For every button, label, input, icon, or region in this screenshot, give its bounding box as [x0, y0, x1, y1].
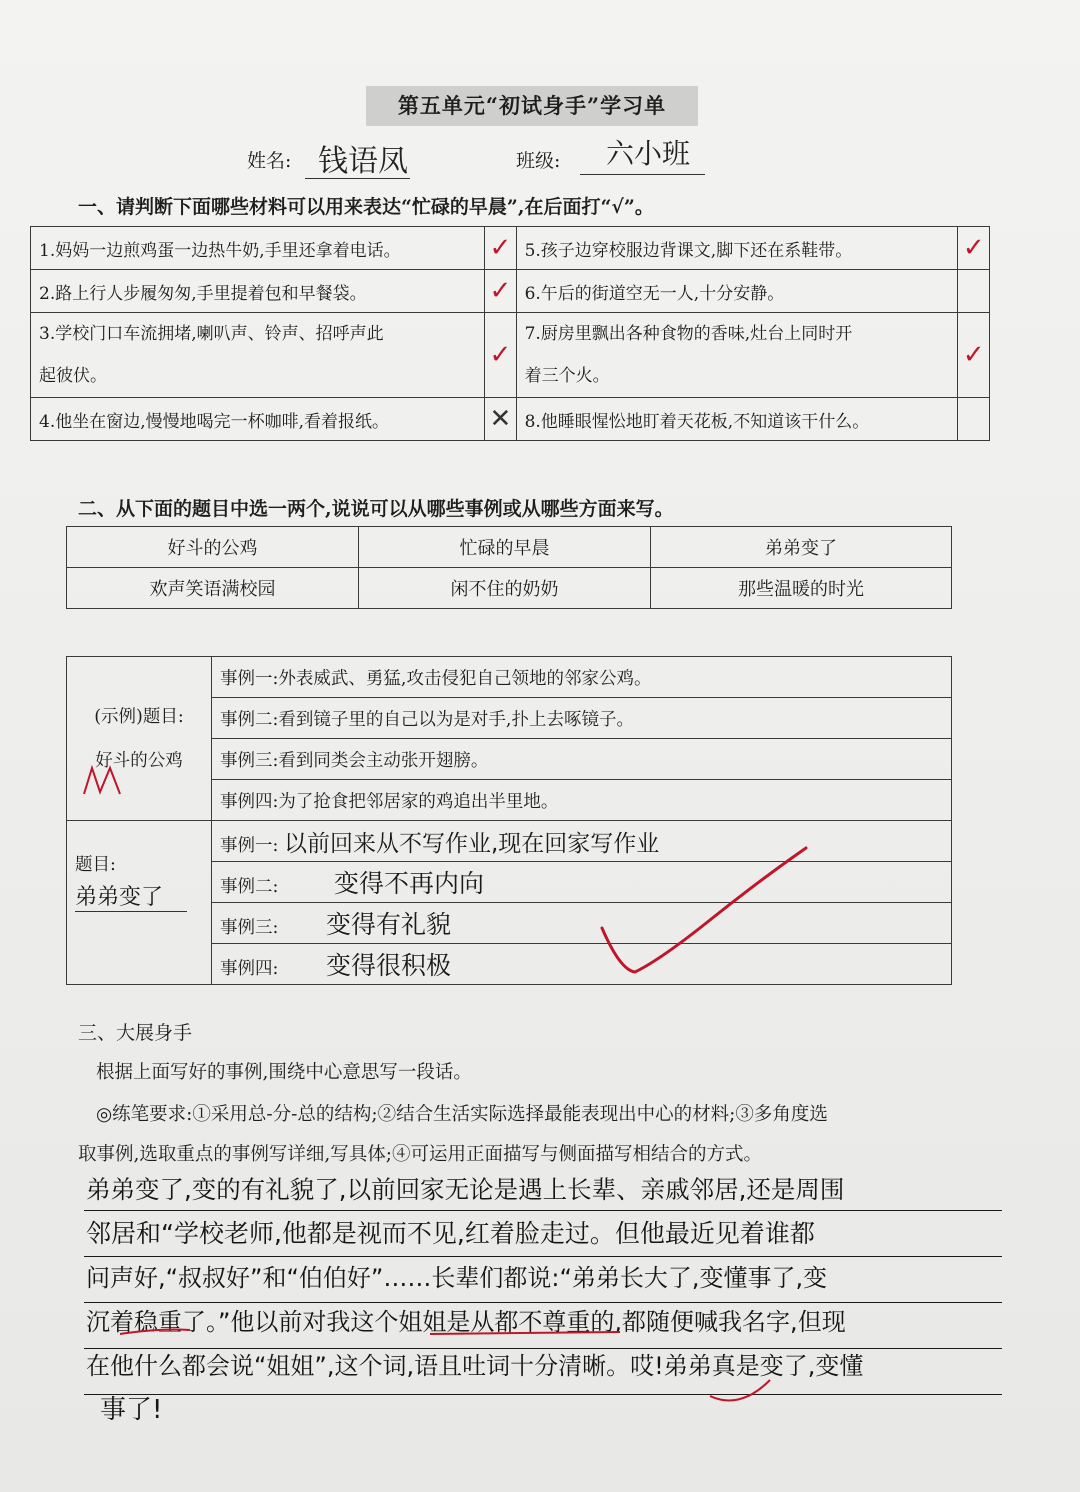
own-row-label: 事例三: — [220, 918, 279, 938]
check-mark-2: ✓ — [485, 270, 516, 313]
own-row — [212, 944, 952, 985]
item-3 — [31, 313, 485, 398]
own-row-label: 事例四: — [220, 959, 279, 979]
essay-line: 事了! — [100, 1395, 163, 1425]
own-row-answer: 以前回来从不写作业,现在回家写作业 — [283, 830, 660, 857]
table-row — [31, 398, 990, 441]
table-row — [31, 313, 990, 398]
topic-cell: 弟弟变了 — [651, 527, 952, 568]
class-value-handwritten: 六小班 — [606, 137, 691, 170]
table-row — [31, 270, 990, 313]
example-row: 事例二:看到镜子里的自己以为是对手,扑上去啄镜子。 — [212, 698, 952, 739]
check-mark-7: ✓ — [958, 313, 990, 398]
table-row — [67, 568, 952, 609]
example-row: 事例四:为了抢食把邻居家的鸡追出半里地。 — [212, 780, 952, 821]
own-row-label: 事例二: — [220, 877, 279, 897]
essay-line: 在他什么都会说“姐姐”,这个词,语且吐词十分清晰。哎!弟弟真是变了,变懂 — [86, 1352, 864, 1380]
check-mark-5: ✓ — [958, 227, 990, 270]
own-row-answer: 变得不再内向 — [333, 869, 484, 898]
topic-cell: 忙碌的早晨 — [359, 527, 651, 568]
check-mark-1: ✓ — [485, 227, 516, 270]
item-1: 1.妈妈一边煎鸡蛋一边热牛奶,手里还拿着电话。 — [31, 227, 485, 270]
own-row-label: 事例一: — [220, 835, 279, 856]
requirements-line1: ◎练笔要求:①采用总-分-总的结构;②结合生活实际选择最能表现出中心的材料;③多角度选 — [96, 1104, 828, 1125]
item-6: 6.午后的街道空无一人,十分安静。 — [516, 270, 958, 313]
own-topic-cell — [67, 821, 212, 985]
essay-line: 问声好,“叔叔好”和“伯伯好”……长辈们都说:“弟弟长大了,变懂事了,变 — [86, 1264, 828, 1292]
name-label: 姓名: — [247, 150, 292, 172]
essay-line: 弟弟变了,变的有礼貌了,以前回家无论是遇上长辈、亲戚邻居,还是周围 — [86, 1175, 845, 1204]
own-row — [212, 903, 952, 944]
own-row — [212, 821, 952, 862]
class-label: 班级: — [516, 150, 561, 172]
essay-red-underlines — [100, 1320, 1000, 1410]
essay-line: 邻居和“学校老师,他都是视而不见,红着脸走过。但他最近见着谁都 — [86, 1219, 815, 1248]
section1-heading: 一、请判断下面哪些材料可以用来表达“忙碌的早晨”,在后面打“√”。 — [78, 196, 654, 218]
table-row — [67, 527, 952, 568]
own-row-answer: 变得很积极 — [325, 951, 451, 980]
section2-heading: 二、从下面的题目中选一两个,说说可以从哪些事例或从哪些方面来写。 — [78, 498, 674, 520]
own-topic-label: 题目: — [75, 855, 116, 875]
essay-line: 沉着稳重了。”他以前对我这个姐姐是从都不尊重的,都随便喊我名字,但现 — [86, 1308, 846, 1336]
check-mark-6 — [958, 270, 990, 313]
example-row: 事例三:看到同类会主动张开翅膀。 — [212, 739, 952, 780]
item-4: 4.他坐在窗边,慢慢地喝完一杯咖啡,看着报纸。 — [31, 398, 485, 441]
item-5: 5.孩子边穿校服边背课文,脚下还在系鞋带。 — [516, 227, 958, 270]
own-row-answer: 变得有礼貌 — [325, 910, 451, 939]
cross-mark-4: ✕ — [485, 398, 516, 441]
own-topic-handwritten: 弟弟变了 — [75, 880, 187, 912]
class-underline — [580, 174, 705, 175]
check-mark-3: ✓ — [485, 313, 516, 398]
check-mark-8 — [958, 398, 990, 441]
item-3-line1: 3.学校门口车流拥堵,喇叭声、铃声、招呼声此 — [39, 324, 384, 344]
worksheet-title: 第五单元“初试身手”学习单 — [366, 86, 698, 126]
topic-cell: 好斗的公鸡 — [67, 527, 359, 568]
example-row: 事例一:外表威武、勇猛,攻击侵犯自己领地的邻家公鸡。 — [212, 657, 952, 698]
example-topic-name: 好斗的公鸡 — [95, 750, 183, 771]
requirements-line2: 取事例,选取重点的事例写详细,写具体;④可运用正面描写与侧面描写相结合的方式。 — [78, 1144, 762, 1165]
table-row — [67, 657, 952, 698]
item-3-line2: 起彼伏。 — [39, 366, 107, 386]
section3-intro: 根据上面写好的事例,围绕中心意思写一段话。 — [96, 1062, 472, 1083]
name-value-handwritten: 钱语凤 — [318, 144, 408, 179]
example-topic-label: (示例)题目: — [94, 706, 184, 727]
teacher-check-mark — [590, 840, 820, 990]
topic-cell: 欢声笑语满校园 — [67, 568, 359, 609]
topic-cell: 闲不住的奶奶 — [359, 568, 651, 609]
judgement-table — [30, 226, 990, 441]
table-row — [31, 227, 990, 270]
item-7-line1: 7.厨房里飘出各种食物的香味,灶台上同时开 — [524, 324, 853, 344]
topics-table — [66, 526, 952, 609]
item-7-line2: 着三个火。 — [524, 366, 610, 386]
own-row — [212, 862, 952, 903]
red-scribble — [80, 760, 130, 800]
item-2: 2.路上行人步履匆匆,手里提着包和早餐袋。 — [31, 270, 485, 313]
item-7 — [516, 313, 958, 398]
item-8: 8.他睡眼惺忪地盯着天花板,不知道该干什么。 — [516, 398, 958, 441]
name-underline — [305, 178, 410, 179]
topic-cell: 那些温暖的时光 — [651, 568, 952, 609]
section3-heading: 三、大展身手 — [78, 1022, 193, 1044]
